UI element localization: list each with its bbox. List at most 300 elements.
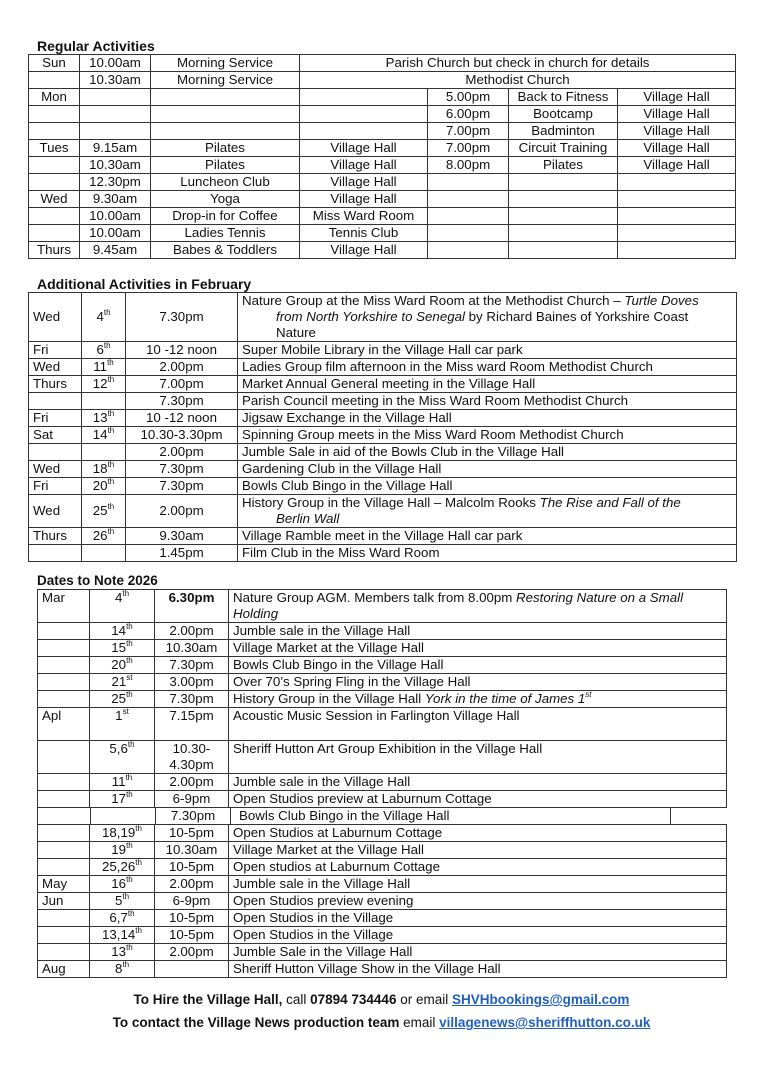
- time-cell: [155, 961, 229, 978]
- month-cell: [38, 944, 90, 961]
- evening-place-cell: [618, 174, 736, 191]
- date-cell: [90, 708, 155, 741]
- date-number: 5: [114, 893, 123, 908]
- day-cell: [29, 157, 80, 174]
- ordinal-suffix: st: [585, 690, 592, 699]
- regular-activities-heading: Regular Activities: [37, 38, 155, 54]
- evening-place-cell: Village Hall: [618, 106, 736, 123]
- date-number: 4: [96, 309, 104, 324]
- table-row: [38, 910, 727, 927]
- date-suffix: th: [127, 740, 135, 749]
- day-cell: Mon: [29, 89, 80, 106]
- date-cell: [90, 961, 155, 978]
- date-number: 13,14: [102, 927, 136, 942]
- date-cell: [82, 444, 126, 461]
- time-cell: 7.00pm: [126, 376, 238, 393]
- time-cell: [80, 106, 151, 123]
- day-cell: [29, 208, 80, 225]
- description-cell: Village Ramble meet in the Village Hall car park: [238, 528, 737, 545]
- day-cell: Tues: [29, 140, 80, 157]
- month-cell: [38, 910, 90, 927]
- table-row: [29, 410, 737, 427]
- day-cell: Thurs: [29, 528, 82, 545]
- date-cell: [90, 623, 155, 640]
- place-cell: Miss Ward Room: [300, 208, 428, 225]
- evening-time-cell: [428, 242, 509, 259]
- talk-title: [425, 691, 592, 706]
- bookings-email-link[interactable]: SHVHbookings@gmail.com: [451, 992, 630, 1007]
- place-cell: Village Hall: [300, 242, 428, 259]
- day-cell: Wed: [29, 359, 82, 376]
- time-cell: 10 -12 noon: [126, 342, 238, 359]
- date-suffix: th: [122, 892, 130, 901]
- day-cell: [29, 545, 82, 562]
- table-row: [29, 528, 737, 545]
- description-cell: [229, 691, 727, 708]
- place-cell: Parish Church but check in church for details: [300, 55, 736, 72]
- description-cell: Village Market at the Village Hall: [229, 640, 727, 657]
- place-cell: Village Hall: [300, 140, 428, 157]
- date-suffix: th: [107, 409, 115, 418]
- date-number: 8: [114, 961, 123, 976]
- table-row: [29, 157, 736, 174]
- month-cell: Apl: [38, 708, 90, 741]
- time-cell: 10.30-3.30pm: [126, 427, 238, 444]
- time-cell: 10.00am: [80, 208, 151, 225]
- footer-text: or email: [396, 992, 452, 1007]
- day-cell: Wed: [29, 495, 82, 528]
- day-cell: [29, 393, 82, 410]
- hire-label: To Hire the Village Hall,: [133, 992, 283, 1007]
- date-number: 25: [92, 503, 108, 518]
- date-suffix: th: [122, 589, 130, 598]
- date-number: 6,7: [109, 910, 128, 925]
- time-cell: 2.00pm: [155, 774, 229, 791]
- description-cell: Open Studios preview evening: [229, 893, 727, 910]
- date-suffix: th: [126, 656, 133, 665]
- evening-activity-cell: Back to Fitness: [509, 89, 618, 106]
- day-cell: [29, 444, 82, 461]
- date-suffix: th: [135, 926, 142, 935]
- time-cell: 7.30pm: [126, 461, 238, 478]
- place-cell: [300, 106, 428, 123]
- date-suffix: th: [135, 824, 142, 833]
- day-cell: [29, 106, 80, 123]
- description-cell: [229, 590, 727, 623]
- evening-place-cell: Village Hall: [618, 89, 736, 106]
- talk-title-cont: from North Yorkshire to Senegal: [276, 309, 465, 324]
- date-cell: [90, 876, 155, 893]
- evening-place-cell: Village Hall: [618, 157, 736, 174]
- regular-activities-table: [28, 54, 736, 259]
- date-cell: [91, 808, 156, 825]
- description-cell: Sheriff Hutton Art Group Exhibition in the Village Hall: [229, 741, 727, 774]
- date-number: 1: [115, 708, 123, 723]
- evening-activity-cell: [509, 225, 618, 242]
- day-cell: Fri: [29, 478, 82, 495]
- activity-cell: Babes & Toddlers: [151, 242, 300, 259]
- time-cell: 9.15am: [80, 140, 151, 157]
- evening-activity-cell: [509, 208, 618, 225]
- time-cell: 6-9pm: [155, 893, 229, 910]
- day-cell: Wed: [29, 191, 80, 208]
- dates-table-continued: [37, 824, 727, 978]
- date-suffix: th: [126, 790, 133, 799]
- description-cell: Jumble Sale in the Village Hall: [229, 944, 727, 961]
- date-suffix: st: [122, 707, 129, 716]
- time-end: 4.30pm: [169, 757, 214, 772]
- date-number: 5,6: [109, 741, 128, 756]
- place-cell: Methodist Church: [300, 72, 736, 89]
- evening-place-cell: Village Hall: [618, 140, 736, 157]
- table-row: [29, 359, 737, 376]
- activity-cell: Drop-in for Coffee: [151, 208, 300, 225]
- time-cell: 7.15pm: [155, 708, 229, 741]
- activity-cell: Ladies Tennis: [151, 225, 300, 242]
- place-cell: Village Hall: [300, 157, 428, 174]
- time-cell: [80, 123, 151, 140]
- evening-time-cell: [428, 208, 509, 225]
- month-cell: May: [38, 876, 90, 893]
- time-cell: 3.00pm: [155, 674, 229, 691]
- date-suffix: th: [126, 690, 133, 699]
- time-cell: 10-5pm: [155, 910, 229, 927]
- time-cell: 10.30am: [80, 157, 151, 174]
- table-row: [38, 808, 671, 825]
- time-cell: 10.30am: [80, 72, 151, 89]
- day-cell: Thurs: [29, 376, 82, 393]
- table-row: [29, 106, 736, 123]
- time-cell: 10-5pm: [155, 927, 229, 944]
- date-suffix: th: [126, 943, 133, 952]
- time-cell: 10 -12 noon: [126, 410, 238, 427]
- date-suffix: th: [126, 841, 133, 850]
- date-cell: [82, 359, 126, 376]
- description-cell: Jumble sale in the Village Hall: [229, 623, 727, 640]
- table-row: [38, 674, 727, 691]
- time-cell: 9.30am: [80, 191, 151, 208]
- date-suffix: th: [107, 477, 115, 486]
- place-cell: [300, 123, 428, 140]
- activity-cell: Morning Service: [151, 72, 300, 89]
- table-row: [38, 893, 727, 910]
- time-cell: 1.45pm: [126, 545, 238, 562]
- time-cell: 2.00pm: [126, 359, 238, 376]
- table-row: [29, 393, 737, 410]
- evening-activity-cell: [509, 191, 618, 208]
- date-number: 21: [111, 674, 127, 689]
- day-cell: Sat: [29, 427, 82, 444]
- date-number: 25,26: [102, 859, 136, 874]
- date-cell: [90, 893, 155, 910]
- evening-time-cell: 7.00pm: [428, 123, 509, 140]
- month-cell: [38, 842, 90, 859]
- february-heading: Additional Activities in February: [37, 276, 252, 292]
- month-cell: Jun: [38, 893, 90, 910]
- activity-cell: [151, 106, 300, 123]
- time-cell: 10.00am: [80, 225, 151, 242]
- date-suffix: th: [103, 341, 111, 350]
- evening-activity-cell: Circuit Training: [509, 140, 618, 157]
- month-cell: [38, 791, 90, 808]
- month-cell: [38, 808, 91, 825]
- date-number: 12: [92, 376, 108, 391]
- month-cell: [38, 741, 90, 774]
- evening-time-cell: [428, 174, 509, 191]
- evening-place-cell: [618, 191, 736, 208]
- table-row: [38, 691, 727, 708]
- evening-activity-cell: [509, 174, 618, 191]
- evening-activity-cell: [509, 242, 618, 259]
- description-cell: Acoustic Music Session in Farlington Village Hall: [229, 708, 727, 741]
- evening-time-cell: 6.00pm: [428, 106, 509, 123]
- time-cell: 2.00pm: [126, 444, 238, 461]
- time-cell: 10.30am: [155, 842, 229, 859]
- time-cell: 10.00am: [80, 55, 151, 72]
- description-cell: Over 70’s Spring Fling in the Village Hall: [229, 674, 727, 691]
- time-cell: 7.30pm: [155, 691, 229, 708]
- table-row: [38, 842, 727, 859]
- date-cell: [90, 741, 155, 774]
- table-row: [29, 545, 737, 562]
- table-row: [38, 876, 727, 893]
- time-cell: 2.00pm: [126, 495, 238, 528]
- date-suffix: th: [107, 426, 115, 435]
- date-number: 18,19: [102, 825, 136, 840]
- date-suffix: th: [127, 909, 135, 918]
- table-row: [29, 225, 736, 242]
- date-suffix: th: [107, 460, 115, 469]
- activity-cell: [151, 123, 300, 140]
- table-row: [29, 342, 737, 359]
- day-cell: Wed: [29, 293, 82, 342]
- date-number: 13: [92, 410, 108, 425]
- date-suffix: th: [107, 375, 115, 384]
- month-cell: [38, 927, 90, 944]
- activity-cell: Pilates: [151, 157, 300, 174]
- date-cell: [90, 825, 155, 842]
- description-cell: Open Studios preview at Laburnum Cottage: [229, 791, 727, 808]
- date-number: 14: [111, 623, 127, 638]
- time-cell: 2.00pm: [155, 876, 229, 893]
- date-cell: [90, 774, 155, 791]
- phone-number: 07894 734446: [310, 992, 397, 1007]
- time-cell: [80, 89, 151, 106]
- table-row: [29, 444, 737, 461]
- date-number: 14: [92, 427, 108, 442]
- talk-title: Turtle Doves: [624, 293, 699, 308]
- footer-text: email: [399, 1015, 440, 1030]
- date-number: 19: [111, 842, 127, 857]
- evening-place-cell: Village Hall: [618, 123, 736, 140]
- date-cell: [82, 342, 126, 359]
- month-cell: [38, 691, 90, 708]
- description-text: by Richard Baines of Yorkshire Coast: [464, 309, 689, 324]
- date-cell: [90, 859, 155, 876]
- date-suffix: st: [126, 673, 133, 682]
- table-row: [29, 427, 737, 444]
- day-cell: Wed: [29, 461, 82, 478]
- time-cell: 10-5pm: [155, 859, 229, 876]
- date-number: 11: [93, 359, 108, 374]
- description-text: Nature Group at the Miss Ward Room at the Methodist Church –: [242, 293, 625, 308]
- description-text: History Group in the Village Hall: [233, 691, 425, 706]
- date-cell: [82, 528, 126, 545]
- time-start: 10.30-: [172, 741, 211, 756]
- table-row: [38, 741, 727, 774]
- date-cell: [90, 674, 155, 691]
- table-row: [29, 55, 736, 72]
- day-cell: [29, 123, 80, 140]
- date-suffix: th: [103, 308, 111, 317]
- description-cell: Bowls Club Bingo in the Village Hall: [231, 808, 671, 825]
- evening-time-cell: 7.00pm: [428, 140, 509, 157]
- description-cell: Jumble Sale in aid of the Bowls Club in the Village Hall: [238, 444, 737, 461]
- date-suffix: th: [107, 358, 114, 367]
- dates-table: [37, 589, 727, 808]
- table-row: [38, 944, 727, 961]
- table-row: [29, 242, 736, 259]
- evening-time-cell: [428, 225, 509, 242]
- february-table: [28, 292, 737, 562]
- time-cell: 7.30pm: [126, 293, 238, 342]
- table-row: [29, 208, 736, 225]
- time-cell: 7.30pm: [126, 478, 238, 495]
- evening-activity-cell: Bootcamp: [509, 106, 618, 123]
- time-cell: 7.30pm: [156, 808, 231, 825]
- month-cell: [38, 825, 90, 842]
- footer-text: call: [282, 992, 311, 1007]
- month-cell: Mar: [38, 590, 90, 623]
- description-cell: Open Studios at Laburnum Cottage: [229, 825, 727, 842]
- month-cell: [38, 774, 90, 791]
- date-suffix: th: [126, 875, 133, 884]
- date-number: 26: [92, 528, 108, 543]
- date-suffix: th: [107, 527, 115, 536]
- description-cell: Ladies Group film afternoon in the Miss ward Room Methodist Church: [238, 359, 737, 376]
- month-cell: [38, 674, 90, 691]
- time-cell: 12.30pm: [80, 174, 151, 191]
- talk-title-text: York in the time of James 1: [424, 691, 586, 706]
- description-text: Nature Group AGM. Members talk from 8.00pm: [233, 590, 517, 605]
- month-cell: [38, 657, 90, 674]
- date-cell: [90, 944, 155, 961]
- description-cell: Sheriff Hutton Village Show in the Village Hall: [229, 961, 727, 978]
- time-cell: 9.30am: [126, 528, 238, 545]
- description-text: Nature: [276, 325, 316, 340]
- date-cell: [90, 910, 155, 927]
- date-cell: [82, 461, 126, 478]
- description-cell: Spinning Group meets in the Miss Ward Room Methodist Church: [238, 427, 737, 444]
- contact-team-line: [0, 1014, 763, 1032]
- month-cell: [38, 640, 90, 657]
- date-number: 17: [111, 791, 127, 806]
- date-cell: [90, 791, 155, 808]
- day-cell: [29, 225, 80, 242]
- activity-cell: Pilates: [151, 140, 300, 157]
- time-cell: [155, 741, 229, 774]
- description-cell: Gardening Club in the Village Hall: [238, 461, 737, 478]
- activity-cell: Yoga: [151, 191, 300, 208]
- date-cell: [90, 657, 155, 674]
- time-cell: 7.30pm: [155, 657, 229, 674]
- date-number: 6: [96, 342, 104, 357]
- description-cell: Bowls Club Bingo in the Village Hall: [229, 657, 727, 674]
- description-cell: Super Mobile Library in the Village Hall car park: [238, 342, 737, 359]
- date-cell: [90, 927, 155, 944]
- villagenews-email-link[interactable]: villagenews@sheriffhutton.co.uk: [439, 1015, 651, 1030]
- date-cell: [82, 293, 126, 342]
- dates-heading: Dates to Note 2026: [37, 573, 158, 588]
- talk-title: Restoring Nature on a Small Holding: [233, 590, 684, 621]
- evening-place-cell: [618, 208, 736, 225]
- place-cell: Tennis Club: [300, 225, 428, 242]
- description-cell: Parish Council meeting in the Miss Ward Room Methodist Church: [238, 393, 737, 410]
- place-cell: Village Hall: [300, 174, 428, 191]
- date-cell: [90, 691, 155, 708]
- table-row: [38, 825, 727, 842]
- table-row: [29, 72, 736, 89]
- date-cell: [90, 842, 155, 859]
- day-cell: [29, 174, 80, 191]
- table-row: [38, 774, 727, 791]
- table-row: [29, 461, 737, 478]
- talk-title: The Rise and Fall of the: [539, 495, 681, 510]
- day-cell: Sun: [29, 55, 80, 72]
- date-number: 20: [111, 657, 127, 672]
- table-row: [38, 590, 727, 623]
- place-cell: [300, 89, 428, 106]
- date-suffix: th: [125, 773, 133, 782]
- day-cell: Fri: [29, 342, 82, 359]
- table-row: [29, 191, 736, 208]
- table-row: [38, 791, 727, 808]
- table-row: [29, 140, 736, 157]
- description-cell: Market Annual General meeting in the Village Hall: [238, 376, 737, 393]
- evening-place-cell: [618, 242, 736, 259]
- time-cell: 6-9pm: [155, 791, 229, 808]
- dates-odd-row-table: [37, 807, 671, 825]
- table-row: [29, 376, 737, 393]
- table-row: [29, 293, 737, 342]
- description-cell: [238, 495, 737, 528]
- day-cell: Fri: [29, 410, 82, 427]
- date-suffix: th: [122, 960, 130, 969]
- talk-title-cont: Berlin Wall: [276, 511, 340, 526]
- evening-place-cell: [618, 225, 736, 242]
- evening-activity-cell: Badminton: [509, 123, 618, 140]
- date-cell: [90, 590, 155, 623]
- month-cell: [38, 623, 90, 640]
- day-cell: Thurs: [29, 242, 80, 259]
- table-row: [29, 478, 737, 495]
- table-row: [29, 123, 736, 140]
- date-number: 18: [92, 461, 108, 476]
- day-cell: [29, 72, 80, 89]
- date-suffix: th: [135, 858, 142, 867]
- date-cell: [82, 410, 126, 427]
- description-cell: Open studios at Laburnum Cottage: [229, 859, 727, 876]
- date-number: 15: [111, 640, 127, 655]
- table-row: [29, 495, 737, 528]
- date-number: 13: [111, 944, 127, 959]
- evening-activity-cell: Pilates: [509, 157, 618, 174]
- table-row: [38, 927, 727, 944]
- date-number: 25: [111, 691, 127, 706]
- description-cell: Village Market at the Village Hall: [229, 842, 727, 859]
- date-number: 20: [92, 478, 108, 493]
- evening-time-cell: [428, 191, 509, 208]
